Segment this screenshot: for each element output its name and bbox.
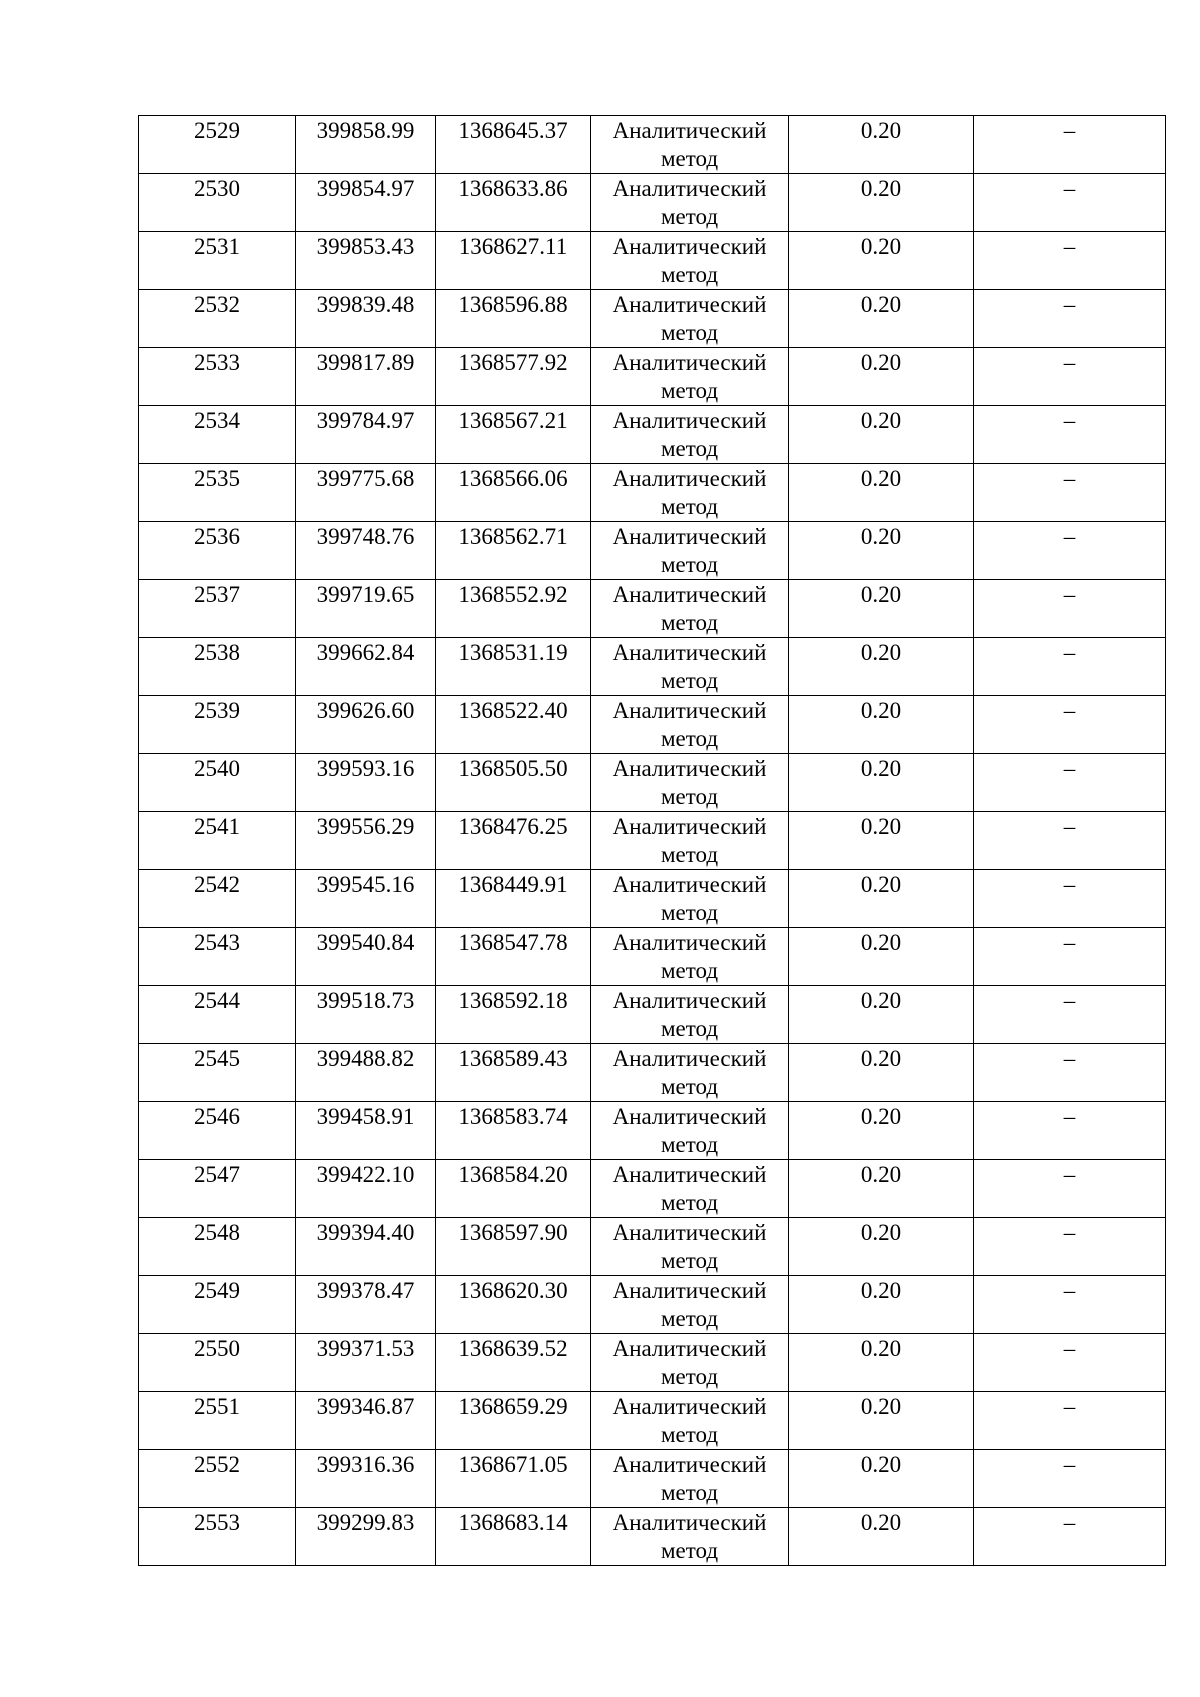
note-cell: –	[974, 1044, 1166, 1102]
accuracy-cell: 0.20	[789, 1450, 974, 1508]
note-cell: –	[974, 696, 1166, 754]
method-line-2: метод	[660, 900, 719, 925]
y-coordinate-cell: 1368567.21	[436, 406, 591, 464]
y-coordinate-cell: 1368633.86	[436, 174, 591, 232]
accuracy-cell: 0.20	[789, 1102, 974, 1160]
method-line-2: метод	[660, 842, 719, 867]
method-cell	[591, 1044, 789, 1102]
point-number-cell: 2549	[139, 1276, 296, 1334]
accuracy-cell: 0.20	[789, 1218, 974, 1276]
x-coordinate-cell: 399854.97	[296, 174, 436, 232]
x-coordinate-cell: 399488.82	[296, 1044, 436, 1102]
method-line-2: метод	[660, 958, 719, 983]
point-number-cell: 2533	[139, 348, 296, 406]
method-cell	[591, 290, 789, 348]
method-line-2: метод	[660, 1306, 719, 1331]
method-line-2: метод	[660, 1016, 719, 1041]
point-number-cell: 2531	[139, 232, 296, 290]
point-number-cell: 2539	[139, 696, 296, 754]
note-cell: –	[974, 928, 1166, 986]
method-line-1: Аналитический	[612, 118, 767, 143]
point-number-cell: 2535	[139, 464, 296, 522]
y-coordinate-cell: 1368566.06	[436, 464, 591, 522]
method-line-1: Аналитический	[612, 408, 767, 433]
x-coordinate-cell: 399378.47	[296, 1276, 436, 1334]
method-cell	[591, 522, 789, 580]
method-cell	[591, 116, 789, 174]
point-number-cell: 2540	[139, 754, 296, 812]
method-cell	[591, 1160, 789, 1218]
note-cell: –	[974, 1392, 1166, 1450]
method-cell	[591, 580, 789, 638]
table-row	[139, 986, 1166, 1044]
method-line-2: метод	[660, 1248, 719, 1273]
table-row	[139, 1218, 1166, 1276]
table-row	[139, 928, 1166, 986]
point-number-cell: 2552	[139, 1450, 296, 1508]
method-line-2: метод	[660, 320, 719, 345]
accuracy-cell: 0.20	[789, 580, 974, 638]
point-number-cell: 2536	[139, 522, 296, 580]
method-line-2: метод	[660, 1190, 719, 1215]
y-coordinate-cell: 1368584.20	[436, 1160, 591, 1218]
method-line-1: Аналитический	[612, 582, 767, 607]
method-line-2: метод	[660, 1538, 719, 1563]
table-row	[139, 406, 1166, 464]
method-line-2: метод	[660, 668, 719, 693]
method-line-1: Аналитический	[612, 640, 767, 665]
method-line-2: метод	[660, 1480, 719, 1505]
table-row	[139, 696, 1166, 754]
method-line-1: Аналитический	[612, 466, 767, 491]
point-number-cell: 2538	[139, 638, 296, 696]
method-line-1: Аналитический	[612, 176, 767, 201]
method-cell	[591, 406, 789, 464]
y-coordinate-cell: 1368547.78	[436, 928, 591, 986]
method-cell	[591, 986, 789, 1044]
accuracy-cell: 0.20	[789, 406, 974, 464]
coordinates-table	[138, 115, 1166, 1566]
table-row	[139, 1450, 1166, 1508]
x-coordinate-cell: 399858.99	[296, 116, 436, 174]
point-number-cell: 2546	[139, 1102, 296, 1160]
method-cell	[591, 1392, 789, 1450]
note-cell: –	[974, 754, 1166, 812]
table-row	[139, 1334, 1166, 1392]
accuracy-cell: 0.20	[789, 812, 974, 870]
y-coordinate-cell: 1368552.92	[436, 580, 591, 638]
method-line-2: метод	[660, 262, 719, 287]
method-line-1: Аналитический	[612, 930, 767, 955]
method-cell	[591, 696, 789, 754]
note-cell: –	[974, 174, 1166, 232]
method-line-1: Аналитический	[612, 1104, 767, 1129]
note-cell: –	[974, 522, 1166, 580]
table-row	[139, 348, 1166, 406]
y-coordinate-cell: 1368577.92	[436, 348, 591, 406]
y-coordinate-cell: 1368505.50	[436, 754, 591, 812]
point-number-cell: 2541	[139, 812, 296, 870]
y-coordinate-cell: 1368449.91	[436, 870, 591, 928]
method-line-2: метод	[660, 1074, 719, 1099]
y-coordinate-cell: 1368620.30	[436, 1276, 591, 1334]
note-cell: –	[974, 464, 1166, 522]
accuracy-cell: 0.20	[789, 986, 974, 1044]
method-line-1: Аналитический	[612, 1510, 767, 1535]
point-number-cell: 2545	[139, 1044, 296, 1102]
method-line-1: Аналитический	[612, 234, 767, 259]
y-coordinate-cell: 1368522.40	[436, 696, 591, 754]
accuracy-cell: 0.20	[789, 232, 974, 290]
accuracy-cell: 0.20	[789, 1392, 974, 1450]
table-row	[139, 522, 1166, 580]
table-row	[139, 870, 1166, 928]
y-coordinate-cell: 1368583.74	[436, 1102, 591, 1160]
method-line-2: метод	[660, 610, 719, 635]
table-row	[139, 812, 1166, 870]
accuracy-cell: 0.20	[789, 928, 974, 986]
accuracy-cell: 0.20	[789, 290, 974, 348]
table-row	[139, 290, 1166, 348]
note-cell: –	[974, 1450, 1166, 1508]
x-coordinate-cell: 399545.16	[296, 870, 436, 928]
x-coordinate-cell: 399839.48	[296, 290, 436, 348]
table-row	[139, 1392, 1166, 1450]
method-cell	[591, 348, 789, 406]
point-number-cell: 2544	[139, 986, 296, 1044]
table-row	[139, 174, 1166, 232]
table-row	[139, 754, 1166, 812]
x-coordinate-cell: 399518.73	[296, 986, 436, 1044]
x-coordinate-cell: 399371.53	[296, 1334, 436, 1392]
point-number-cell: 2550	[139, 1334, 296, 1392]
y-coordinate-cell: 1368645.37	[436, 116, 591, 174]
y-coordinate-cell: 1368659.29	[436, 1392, 591, 1450]
coordinates-table-body	[139, 116, 1166, 1566]
table-row	[139, 116, 1166, 174]
note-cell: –	[974, 1508, 1166, 1566]
note-cell: –	[974, 116, 1166, 174]
table-row	[139, 1102, 1166, 1160]
point-number-cell: 2553	[139, 1508, 296, 1566]
x-coordinate-cell: 399422.10	[296, 1160, 436, 1218]
method-cell	[591, 1450, 789, 1508]
accuracy-cell: 0.20	[789, 638, 974, 696]
note-cell: –	[974, 1276, 1166, 1334]
table-row	[139, 1508, 1166, 1566]
method-cell	[591, 1276, 789, 1334]
note-cell: –	[974, 638, 1166, 696]
note-cell: –	[974, 986, 1166, 1044]
method-line-2: метод	[660, 494, 719, 519]
method-cell	[591, 754, 789, 812]
accuracy-cell: 0.20	[789, 1160, 974, 1218]
point-number-cell: 2530	[139, 174, 296, 232]
x-coordinate-cell: 399626.60	[296, 696, 436, 754]
point-number-cell: 2543	[139, 928, 296, 986]
x-coordinate-cell: 399784.97	[296, 406, 436, 464]
x-coordinate-cell: 399719.65	[296, 580, 436, 638]
method-cell	[591, 174, 789, 232]
method-cell	[591, 1334, 789, 1392]
x-coordinate-cell: 399662.84	[296, 638, 436, 696]
note-cell: –	[974, 1334, 1166, 1392]
point-number-cell: 2532	[139, 290, 296, 348]
x-coordinate-cell: 399775.68	[296, 464, 436, 522]
x-coordinate-cell: 399316.36	[296, 1450, 436, 1508]
method-line-1: Аналитический	[612, 350, 767, 375]
table-row	[139, 1044, 1166, 1102]
table-row	[139, 1276, 1166, 1334]
y-coordinate-cell: 1368562.71	[436, 522, 591, 580]
accuracy-cell: 0.20	[789, 1044, 974, 1102]
y-coordinate-cell: 1368683.14	[436, 1508, 591, 1566]
point-number-cell: 2537	[139, 580, 296, 638]
point-number-cell: 2551	[139, 1392, 296, 1450]
y-coordinate-cell: 1368597.90	[436, 1218, 591, 1276]
method-line-1: Аналитический	[612, 814, 767, 839]
method-line-2: метод	[660, 1422, 719, 1447]
method-cell	[591, 232, 789, 290]
method-line-2: метод	[660, 378, 719, 403]
x-coordinate-cell: 399458.91	[296, 1102, 436, 1160]
note-cell: –	[974, 1218, 1166, 1276]
note-cell: –	[974, 348, 1166, 406]
x-coordinate-cell: 399556.29	[296, 812, 436, 870]
table-row	[139, 638, 1166, 696]
note-cell: –	[974, 290, 1166, 348]
table-row	[139, 1160, 1166, 1218]
note-cell: –	[974, 232, 1166, 290]
point-number-cell: 2534	[139, 406, 296, 464]
point-number-cell: 2547	[139, 1160, 296, 1218]
accuracy-cell: 0.20	[789, 696, 974, 754]
note-cell: –	[974, 870, 1166, 928]
accuracy-cell: 0.20	[789, 522, 974, 580]
method-line-1: Аналитический	[612, 1162, 767, 1187]
method-line-2: метод	[660, 146, 719, 171]
point-number-cell: 2529	[139, 116, 296, 174]
method-line-1: Аналитический	[612, 1336, 767, 1361]
method-line-2: метод	[660, 552, 719, 577]
note-cell: –	[974, 580, 1166, 638]
accuracy-cell: 0.20	[789, 754, 974, 812]
accuracy-cell: 0.20	[789, 1334, 974, 1392]
x-coordinate-cell: 399394.40	[296, 1218, 436, 1276]
accuracy-cell: 0.20	[789, 174, 974, 232]
method-cell	[591, 1218, 789, 1276]
method-line-1: Аналитический	[612, 1278, 767, 1303]
accuracy-cell: 0.20	[789, 464, 974, 522]
table-row	[139, 232, 1166, 290]
note-cell: –	[974, 812, 1166, 870]
x-coordinate-cell: 399540.84	[296, 928, 436, 986]
x-coordinate-cell: 399346.87	[296, 1392, 436, 1450]
x-coordinate-cell: 399299.83	[296, 1508, 436, 1566]
method-line-1: Аналитический	[612, 1394, 767, 1419]
method-line-2: метод	[660, 1364, 719, 1389]
point-number-cell: 2548	[139, 1218, 296, 1276]
note-cell: –	[974, 406, 1166, 464]
note-cell: –	[974, 1160, 1166, 1218]
accuracy-cell: 0.20	[789, 348, 974, 406]
table-row	[139, 464, 1166, 522]
y-coordinate-cell: 1368639.52	[436, 1334, 591, 1392]
y-coordinate-cell: 1368531.19	[436, 638, 591, 696]
method-cell	[591, 1102, 789, 1160]
method-line-1: Аналитический	[612, 698, 767, 723]
method-cell	[591, 812, 789, 870]
method-line-1: Аналитический	[612, 1220, 767, 1245]
x-coordinate-cell: 399853.43	[296, 232, 436, 290]
accuracy-cell: 0.20	[789, 870, 974, 928]
y-coordinate-cell: 1368589.43	[436, 1044, 591, 1102]
method-line-1: Аналитический	[612, 1452, 767, 1477]
method-line-1: Аналитический	[612, 292, 767, 317]
method-line-1: Аналитический	[612, 756, 767, 781]
method-cell	[591, 870, 789, 928]
y-coordinate-cell: 1368476.25	[436, 812, 591, 870]
y-coordinate-cell: 1368671.05	[436, 1450, 591, 1508]
accuracy-cell: 0.20	[789, 1276, 974, 1334]
x-coordinate-cell: 399593.16	[296, 754, 436, 812]
method-line-1: Аналитический	[612, 524, 767, 549]
method-line-2: метод	[660, 1132, 719, 1157]
method-cell	[591, 928, 789, 986]
x-coordinate-cell: 399817.89	[296, 348, 436, 406]
method-line-1: Аналитический	[612, 1046, 767, 1071]
method-line-1: Аналитический	[612, 872, 767, 897]
method-line-2: метод	[660, 436, 719, 461]
point-number-cell: 2542	[139, 870, 296, 928]
y-coordinate-cell: 1368596.88	[436, 290, 591, 348]
accuracy-cell: 0.20	[789, 116, 974, 174]
method-cell	[591, 1508, 789, 1566]
method-line-2: метод	[660, 204, 719, 229]
method-line-2: метод	[660, 784, 719, 809]
y-coordinate-cell: 1368592.18	[436, 986, 591, 1044]
method-cell	[591, 464, 789, 522]
note-cell: –	[974, 1102, 1166, 1160]
y-coordinate-cell: 1368627.11	[436, 232, 591, 290]
accuracy-cell: 0.20	[789, 1508, 974, 1566]
method-cell	[591, 638, 789, 696]
method-line-1: Аналитический	[612, 988, 767, 1013]
x-coordinate-cell: 399748.76	[296, 522, 436, 580]
method-line-2: метод	[660, 726, 719, 751]
table-row	[139, 580, 1166, 638]
